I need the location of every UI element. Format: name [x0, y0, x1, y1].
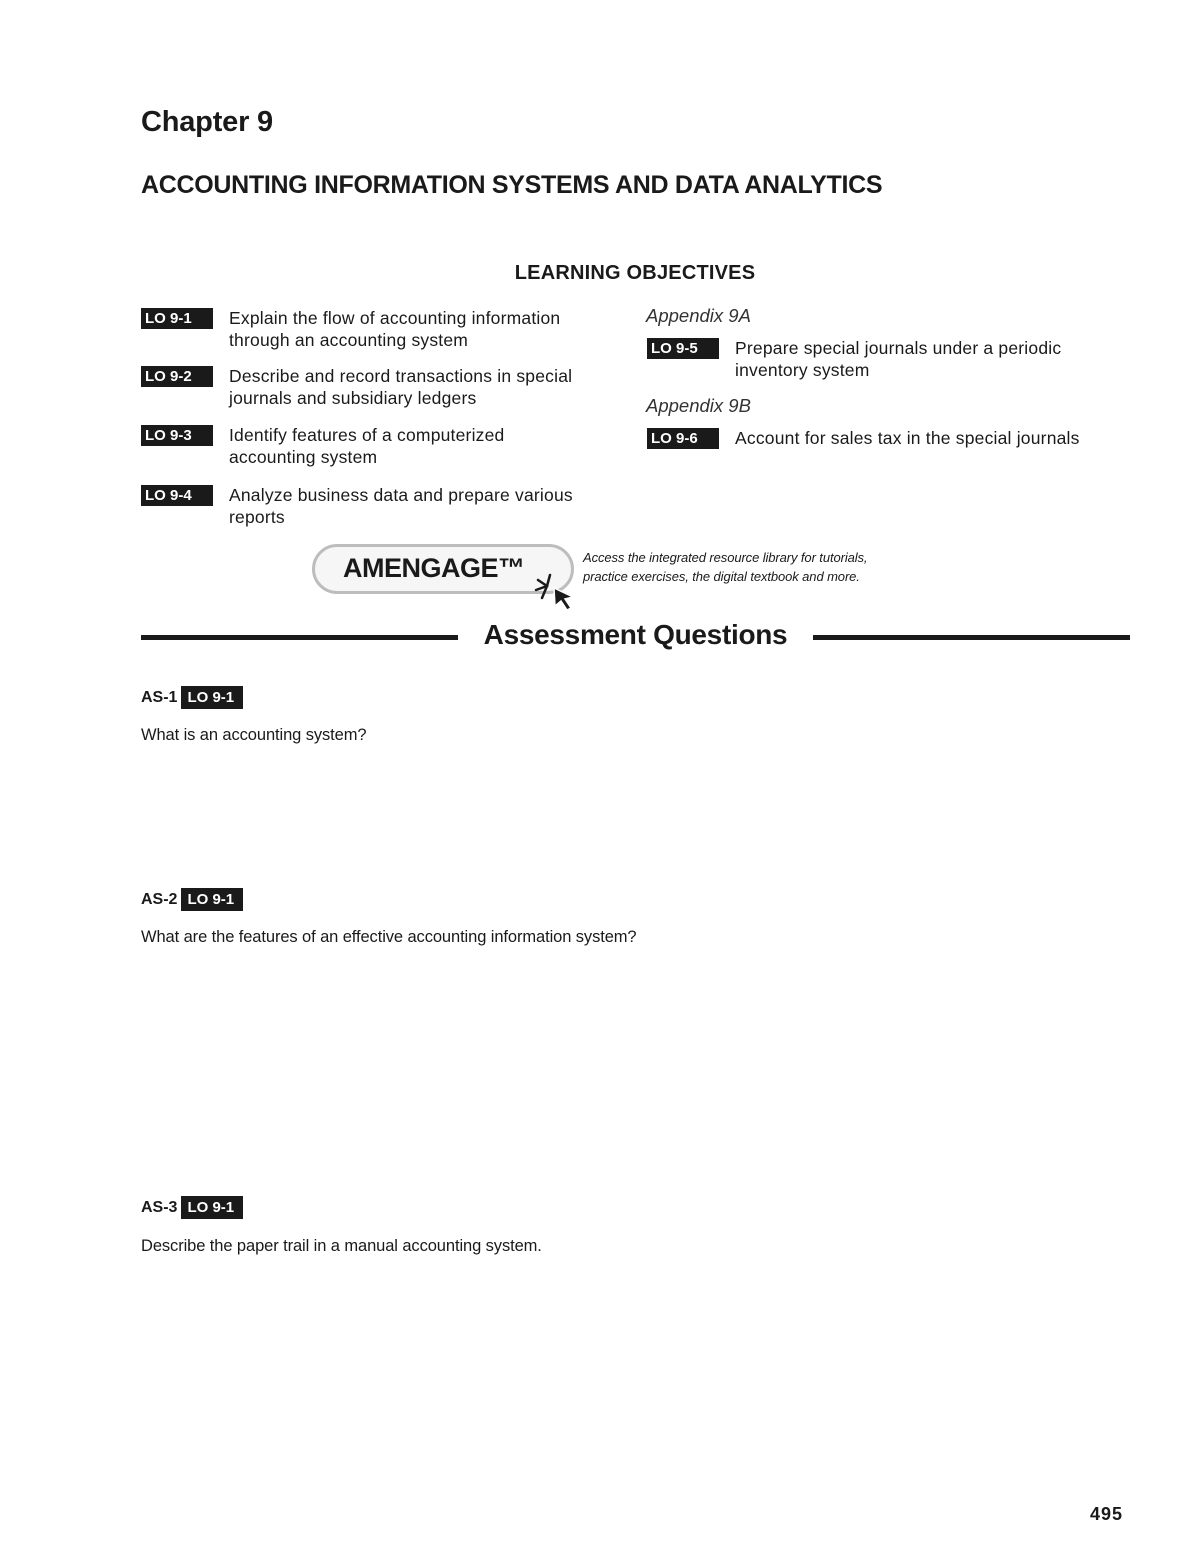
question-header: [141, 888, 243, 911]
page-number: 495: [1090, 1504, 1124, 1524]
lo-badge: LO 9-1: [181, 1196, 243, 1219]
lo-badge: LO 9-4: [141, 485, 213, 506]
chapter-title: ACCOUNTING INFORMATION SYSTEMS AND DATA ANALYTICS: [141, 171, 883, 199]
lo-badge: LO 9-1: [141, 308, 213, 329]
question-text: Describe the paper trail in a manual accounting system.: [141, 1237, 542, 1255]
lo-description: Describe and record transactions in special journals and subsidiary ledgers: [229, 366, 573, 408]
lo-description: Prepare special journals under a periodic inventory system: [735, 338, 1062, 380]
learning-objective: [141, 484, 573, 528]
assessment-heading: Assessment Questions: [483, 619, 788, 650]
lo-description: Account for sales tax in the special journals: [735, 428, 1080, 448]
learning-objectives-heading: LEARNING OBJECTIVES: [514, 262, 756, 284]
question-header: [141, 686, 243, 709]
question-header: [141, 1196, 243, 1219]
question-text: What is an accounting system?: [141, 726, 367, 744]
lo-description: Explain the flow of accounting information through an accounting system: [229, 308, 561, 350]
appendix-9b-title: Appendix 9B: [646, 395, 751, 416]
heading-rule-right: [813, 635, 1130, 640]
learning-objective: [141, 365, 572, 409]
lo-badge: LO 9-1: [181, 888, 243, 911]
lo-badge: LO 9-2: [141, 366, 213, 387]
lo-badge: LO 9-3: [141, 425, 213, 446]
question-label: AS-3: [141, 1198, 178, 1216]
learning-objective: [647, 337, 1061, 381]
chapter-label: Chapter 9: [141, 106, 273, 138]
engage-logo: AMENGAGE™: [343, 553, 525, 583]
learning-objective: [647, 427, 1080, 449]
heading-rule-left: [141, 635, 458, 640]
lo-description: Analyze business data and prepare various reports: [229, 485, 573, 527]
appendix-9a-title: Appendix 9A: [646, 305, 751, 326]
lo-badge: LO 9-5: [647, 338, 719, 359]
cursor-click-icon: [533, 572, 581, 614]
question-text: What are the features of an effective accounting information system?: [141, 928, 637, 946]
lo-description: Identify features of a computerized accounting system: [229, 425, 505, 467]
question-label: AS-2: [141, 890, 178, 908]
lo-badge: LO 9-6: [647, 428, 719, 449]
question-label: AS-1: [141, 688, 178, 706]
learning-objective: [141, 424, 504, 468]
engage-note: Access the integrated resource library for tutorials, practice exercises, the digital textbook and more.: [583, 550, 868, 584]
learning-objective: [141, 307, 560, 351]
lo-badge: LO 9-1: [181, 686, 243, 709]
